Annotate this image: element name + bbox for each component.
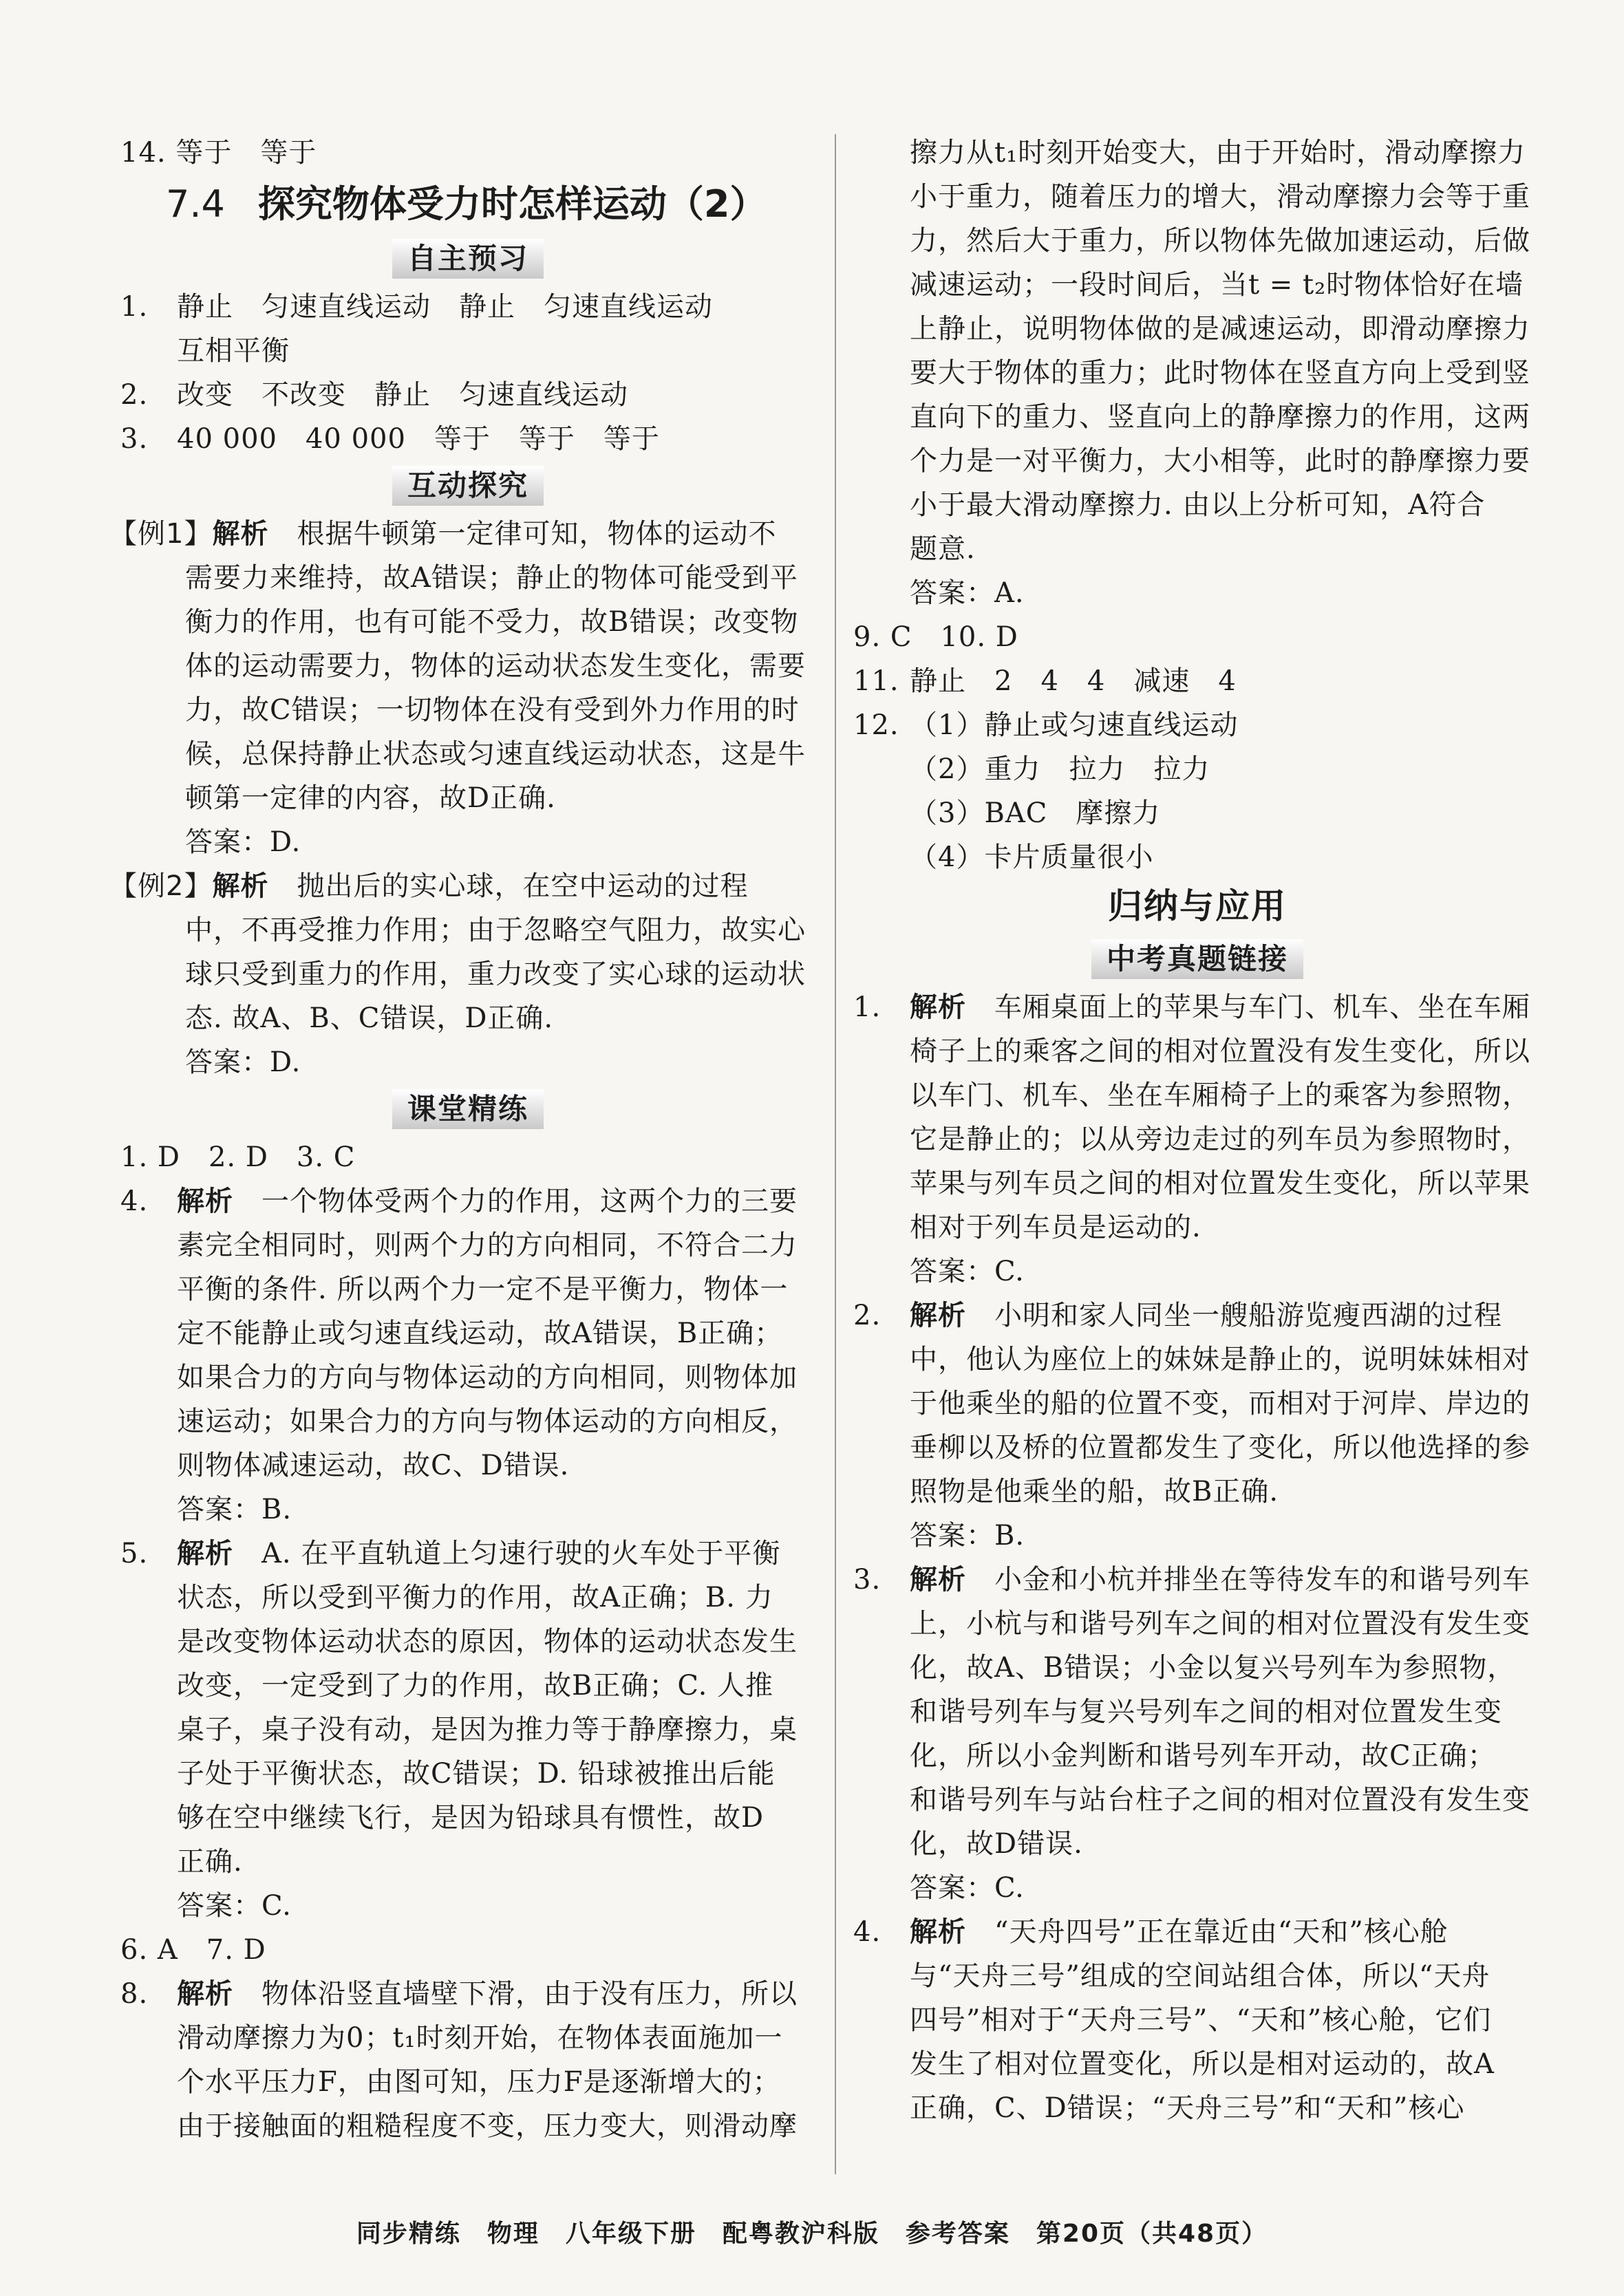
analysis-label: 解析 <box>212 870 269 902</box>
question-z4: 4. 解析 “天舟四号”正在靠近由“天和”核心舱 <box>853 1910 1541 1954</box>
text-line: 小于重力，随着压力的增大，滑动摩擦力会等于重 <box>910 181 1530 213</box>
answer: 答案：D. <box>185 826 301 858</box>
text-line: 平衡的条件. 所以两个力一定不是平衡力，物体一 <box>177 1274 789 1305</box>
question-z1: 1. 解析 车厢桌面上的苹果与车门、机车、坐在车厢 <box>853 985 1541 1029</box>
answer-line: 1. D 2. D 3. C <box>120 1141 356 1173</box>
analysis-label: 解析 <box>212 518 269 550</box>
text-line: 和谐号列车与复兴号列车之间的相对位置发生变 <box>910 1696 1502 1728</box>
text-line: 力，故C错误；一切物体在没有受到外力作用的时 <box>185 694 800 726</box>
text-line: 上，小杭与和谐号列车之间的相对位置没有发生变 <box>910 1608 1530 1640</box>
answer-line: 2. 改变 不改变 静止 匀速直线运动 <box>120 373 815 417</box>
text-line: 中，不再受推力作用；由于忽略空气阻力，故实心 <box>185 914 806 946</box>
text-line: 速运动；如果合力的方向与物体运动的方向相反， <box>177 1406 798 1437</box>
item-number: 11. <box>853 665 899 697</box>
analysis-label: 解析 <box>177 1538 233 1569</box>
answer-line: 6. A 7. D <box>120 1934 266 1966</box>
chapter-title: 探究物体受力时怎样运动（2） <box>257 182 767 226</box>
text-line: 化，故A、B错误；小金以复兴号列车为参照物， <box>910 1652 1516 1684</box>
analysis-label: 解析 <box>910 1564 966 1596</box>
text-line: 正确，C、D错误；“天舟三号”和“天和”核心 <box>910 2092 1465 2124</box>
section-title: 互动探究 <box>392 466 544 506</box>
text-line: 与“天舟三号”组成的空间站组合体，所以“天舟 <box>910 1960 1491 1992</box>
text-line: 直向下的重力、竖直向上的静摩擦力的作用，这两 <box>910 401 1530 433</box>
column-divider <box>835 134 836 2174</box>
text-line: 四号”相对于“天舟三号”、“天和”核心舱，它们 <box>910 2004 1492 2036</box>
text-line: 是改变物体运动状态的原因，物体的运动状态发生 <box>177 1626 798 1657</box>
text-line: 则物体减速运动，故C、D错误. <box>177 1450 570 1481</box>
text-line: 态. 故A、B、C错误，D正确. <box>185 1002 554 1034</box>
text-line: 滑动摩擦力为0；t₁时刻开始，在物体表面施加一 <box>177 2022 783 2054</box>
section-title: 自主预习 <box>392 239 544 279</box>
chapter-heading <box>120 175 815 234</box>
item-number: 2. <box>853 1300 882 1331</box>
item-number: 4. <box>120 1185 149 1217</box>
answer-line: 3. 40 000 40 000 等于 等于 等于 <box>120 417 815 461</box>
example-tag: 【例1】 <box>109 518 213 550</box>
section-heading <box>120 1084 815 1135</box>
text-line: 力，然后大于重力，所以物体先做加速运动，后做 <box>910 225 1530 257</box>
text-line: 体的运动需要力，物体的运动状态发生变化，需要 <box>185 650 806 682</box>
text-line: 相对于列车员是运动的. <box>910 1212 1201 1243</box>
example-1: 【例1】解析 根据牛顿第一定律可知，物体的运动不 <box>109 518 777 550</box>
item-number: 4. <box>853 1916 882 1948</box>
text-line: 题意. <box>910 533 976 565</box>
analysis-label: 解析 <box>177 1978 233 2010</box>
text-line: 以车门、机车、坐在车厢椅子上的乘客为参照物， <box>910 1080 1530 1111</box>
chapter-number: 7.4 <box>166 182 225 226</box>
analysis-label: 解析 <box>910 1916 966 1948</box>
text-line: 上静止，说明物体做的是减速运动，即滑动摩擦力 <box>910 313 1530 345</box>
example-tag: 【例2】 <box>109 870 213 902</box>
item-number: 3. <box>120 423 149 455</box>
right-column <box>853 131 1541 2130</box>
answer-line: 12. （1）静止或匀速直线运动 <box>853 703 1541 747</box>
analysis-label: 解析 <box>177 1185 233 1217</box>
question-5: 5. 解析 A. 在平直轨道上匀速行驶的火车处于平衡 <box>120 1532 815 1576</box>
text-line: 椅子上的乘客之间的相对位置没有发生变化，所以 <box>910 1036 1530 1067</box>
text-line: 如果合力的方向与物体运动的方向相同，则物体加 <box>177 1362 798 1393</box>
text-line: 定不能静止或匀速直线运动，故A错误，B正确； <box>177 1318 783 1349</box>
text-line: 顿第一定律的内容，故D正确. <box>185 782 556 814</box>
text-line: 桌子，桌子没有动，是因为推力等于静摩擦力，桌 <box>177 1714 798 1746</box>
text-line: 素完全相同时，则两个力的方向相同，不符合二力 <box>177 1230 798 1261</box>
answer: 答案：A. <box>910 577 1025 609</box>
section-heading <box>853 934 1541 985</box>
page-footer: 同步精练 物理 八年级下册 配粤教沪科版 参考答案 第20页（共48页） <box>356 2220 1268 2248</box>
answer: 答案：C. <box>910 1872 1025 1904</box>
section-title: 课堂精练 <box>392 1089 544 1129</box>
answer: 答案：B. <box>910 1520 1025 1552</box>
text-line: 衡力的作用，也有可能不受力，故B错误；改变物 <box>185 606 799 638</box>
question-8: 8. 解析 物体沿竖直墙壁下滑，由于没有压力，所以 <box>120 1972 815 2016</box>
text-line: 化，故D错误. <box>910 1828 1083 1860</box>
text-line: 小于最大滑动摩擦力. 由以上分析可知，A符合 <box>910 489 1486 521</box>
section-heading <box>120 234 815 285</box>
text-line: 它是静止的；以从旁边走过的列车员为参照物时， <box>910 1124 1530 1155</box>
answer: 答案：C. <box>177 1890 292 1922</box>
text-line: 子处于平衡状态，故C错误；D. 铅球被推出后能 <box>177 1758 776 1790</box>
section-heading <box>120 461 815 512</box>
text-line: 化，所以小金判断和谐号列车开动，故C正确； <box>910 1740 1496 1772</box>
text-line: 状态，所以受到平衡力的作用，故A正确；B. 力 <box>177 1582 773 1613</box>
left-column <box>109 131 815 2148</box>
item-number: 3. <box>853 1564 882 1596</box>
answer-line: 1. 静止 匀速直线运动 静止 匀速直线运动 <box>120 285 815 329</box>
question-z3: 3. 解析 小金和小杭并排坐在等待发车的和谐号列车 <box>853 1558 1541 1602</box>
question-4: 4. 解析 一个物体受两个力的作用，这两个力的三要 <box>120 1179 815 1223</box>
question-z2: 2. 解析 小明和家人同坐一艘船游览瘦西湖的过程 <box>853 1294 1541 1338</box>
text-line: 中，他认为座位上的妹妹是静止的，说明妹妹相对 <box>910 1344 1530 1375</box>
example-2: 【例2】解析 抛出后的实心球，在空中运动的过程 <box>109 870 749 902</box>
answer-line: 14. 等于 等于 <box>120 137 317 169</box>
text-line: 正确. <box>177 1846 243 1878</box>
answer-line: 互相平衡 <box>177 335 290 367</box>
item-number: 1. <box>853 991 882 1023</box>
answer: 答案：C. <box>910 1256 1025 1287</box>
item-number: 1. <box>120 291 149 323</box>
item-number: 5. <box>120 1538 149 1569</box>
section-title: 中考真题链接 <box>1091 939 1303 979</box>
analysis-label: 解析 <box>910 1300 966 1331</box>
text-line: 个力是一对平衡力，大小相等，此时的静摩擦力要 <box>910 445 1530 477</box>
answer: 答案：B. <box>177 1494 292 1525</box>
text-line: 于他乘坐的船的位置不变，而相对于河岸、岸边的 <box>910 1388 1530 1419</box>
text-line: 改变，一定受到了力的作用，故B正确；C. 人推 <box>177 1670 774 1702</box>
analysis-label: 解析 <box>910 991 966 1023</box>
text-line: 需要力来维持，故A错误；静止的物体可能受到平 <box>185 562 798 594</box>
item-number: 2. <box>120 379 149 411</box>
answer-line: （2）重力 拉力 拉力 <box>910 753 1210 785</box>
text-line: 够在空中继续飞行，是因为铅球具有惯性，故D <box>177 1802 765 1834</box>
section-heading-large: 归纳与应用 <box>1108 886 1287 926</box>
answer: 答案：D. <box>185 1047 301 1078</box>
text-line: 垂柳以及桥的位置都发生了变化，所以他选择的参 <box>910 1432 1530 1463</box>
item-number: 12. <box>853 709 899 741</box>
answer-line: （3）BAC 摩擦力 <box>910 797 1161 829</box>
text-line: 苹果与列车员之间的相对位置发生变化，所以苹果 <box>910 1168 1530 1199</box>
text-line: 由于接触面的粗糙程度不变，压力变大，则滑动摩 <box>177 2110 798 2142</box>
item-number: 8. <box>120 1978 149 2010</box>
text-line: 候，总保持静止状态或匀速直线运动状态，这是牛 <box>185 738 806 770</box>
answer-line: （4）卡片质量很小 <box>910 841 1154 873</box>
text-line: 要大于物体的重力；此时物体在竖直方向上受到竖 <box>910 357 1530 389</box>
answer-line: 9. C 10. D <box>853 621 1018 653</box>
text-line: 和谐号列车与站台柱子之间的相对位置没有发生变 <box>910 1784 1530 1816</box>
text-line: 照物是他乘坐的船，故B正确. <box>910 1476 1279 1508</box>
text-line: 个水平压力F，由图可知，压力F是逐渐增大的； <box>177 2066 781 2098</box>
answer-line: 11. 静止 2 4 4 减速 4 <box>853 659 1541 703</box>
text-line: 球只受到重力的作用，重力改变了实心球的运动状 <box>185 958 806 990</box>
text-line: 发生了相对位置变化，所以是相对运动的，故A <box>910 2048 1495 2080</box>
text-line: 减速运动；一段时间后，当t = t₂时物体恰好在墙 <box>910 269 1524 301</box>
text-line: 擦力从t₁时刻开始变大，由于开始时，滑动摩擦力 <box>910 137 1526 169</box>
